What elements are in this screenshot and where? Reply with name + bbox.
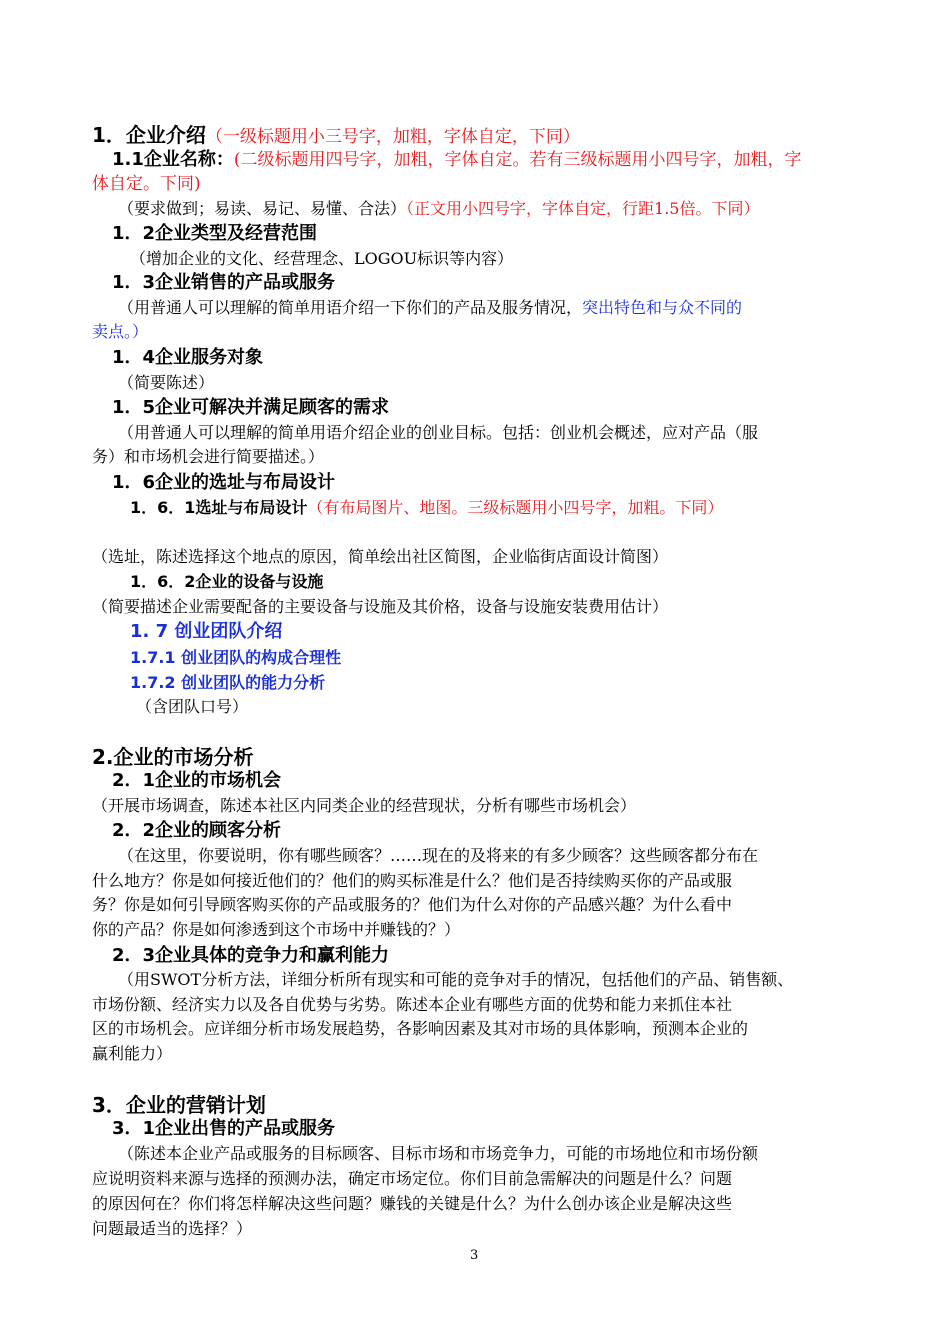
- line-text: 市场份额、经济实力以及各自优势与劣势。陈述本企业有哪些方面的优势和能力来抓住本社: [92, 995, 733, 1014]
- heading-line: [92, 1093, 266, 1117]
- heading-line: [130, 621, 282, 643]
- paragraph-line: [92, 895, 732, 914]
- paragraph-line: [92, 597, 668, 616]
- line-text: 区的市场机会。应详细分析市场发展趋势，各影响因素及其对市场的具体影响，预测本企业的: [92, 1019, 749, 1038]
- format-note: （有布局图片、地图。三级标题用小四号字，加粗。下同）: [307, 498, 724, 517]
- line-text: （用普通人可以理解的简单用语介绍一下你们的产品及服务情况，: [118, 298, 583, 317]
- line-text: 1.1企业名称：: [112, 149, 234, 170]
- heading-line: [112, 397, 389, 419]
- heading-line: [92, 745, 254, 769]
- line-text: 3．1企业出售的产品或服务: [112, 1118, 336, 1139]
- line-text: （陈述本企业产品或服务的目标顾客、目标市场和市场竞争力，可能的市场地位和市场份额: [118, 1144, 759, 1163]
- line-text: 2.企业的市场分析: [92, 745, 254, 769]
- paragraph-line: [92, 1044, 172, 1063]
- heading-line: [92, 173, 201, 195]
- paragraph-line: [92, 322, 148, 341]
- paragraph-line: [118, 373, 214, 392]
- line-text: 1．3企业销售的产品或服务: [112, 272, 336, 293]
- heading-line: [112, 770, 281, 792]
- format-note: （正文用小四号字，字体自定，行距1.5倍。下同）: [406, 199, 760, 218]
- line-text: （选址，陈述选择这个地点的原因，简单绘出社区简图，企业临街店面设计简图）: [92, 547, 669, 566]
- paragraph-line: [92, 1169, 732, 1188]
- line-text: 你的产品？你是如何渗透到这个市场中并赚钱的？）: [92, 920, 461, 939]
- paragraph-line: [118, 970, 793, 989]
- line-text: 1．6企业的选址与布局设计: [112, 472, 336, 493]
- line-text: 1.7.1 创业团队的构成合理性: [130, 648, 342, 667]
- heading-line: [130, 572, 323, 591]
- heading-line: [130, 673, 325, 692]
- line-text: 的原因何在？你们将怎样解决这些问题？赚钱的关键是什么？为什么创办该企业是解决这些: [92, 1194, 733, 1213]
- paragraph-line: [92, 796, 636, 815]
- paragraph-line: [92, 995, 732, 1014]
- line-text: 什么地方？你是如何接近他们的？他们的购买标准是什么？他们是否持续购买你的产品或服: [92, 871, 733, 890]
- paragraph-line: [92, 871, 732, 890]
- heading-line: [112, 945, 389, 967]
- line-text: 赢利能力）: [92, 1044, 173, 1063]
- line-text: 1.7.2 创业团队的能力分析: [130, 673, 326, 692]
- paragraph-line: [92, 1194, 732, 1213]
- highlight-text: 卖点。）: [92, 322, 149, 341]
- page-number: 3: [470, 1248, 479, 1263]
- heading-line: [112, 347, 263, 369]
- heading-line: [92, 123, 580, 147]
- line-text: 问题最适当的选择？）: [92, 1219, 253, 1238]
- heading-line: [112, 820, 281, 842]
- line-text: （简要陈述）: [118, 373, 215, 392]
- paragraph-line: [130, 249, 513, 268]
- line-text: 1. 7 创业团队介绍: [130, 621, 283, 642]
- line-text: 1．5企业可解决并满足顾客的需求: [112, 397, 390, 418]
- line-text: 务？你是如何引导顾客购买你的产品或服务的？他们为什么对你的产品感兴趣？为什么看中: [92, 895, 733, 914]
- format-note: 体自定。下同): [92, 174, 201, 194]
- line-text: 1．2企业类型及经营范围: [112, 223, 318, 244]
- line-text: （要求做到；易读、易记、易懂、合法）: [118, 199, 407, 218]
- paragraph-line: [92, 447, 324, 466]
- heading-line: [112, 149, 802, 171]
- heading-line: [112, 472, 335, 494]
- heading-line: [130, 498, 723, 517]
- line-text: （在这里，你要说明，你有哪些顾客？……现在的及将来的有多少顾客？这些顾客都分布在: [118, 846, 759, 865]
- paragraph-line: [118, 1144, 758, 1163]
- paragraph-line: [118, 846, 758, 865]
- line-text: （用普通人可以理解的简单用语介绍企业的创业目标。包括：创业机会概述，应对产品（服: [118, 423, 759, 442]
- line-text: 务）和市场机会进行简要描述。）: [92, 447, 325, 466]
- format-note: (二级标题用四号字，加粗，字体自定。若有三级标题用小四号字，加粗，字: [233, 150, 802, 170]
- paragraph-line: [92, 1219, 252, 1238]
- paragraph-line: [118, 423, 758, 442]
- heading-line: [112, 223, 317, 245]
- paragraph-line: [136, 697, 248, 716]
- line-text: 2．3企业具体的竞争力和赢利能力: [112, 945, 390, 966]
- line-text: （用SWOT分析方法，详细分析所有现实和可能的竞争对手的情况，包括他们的产品、销售额、: [118, 970, 794, 989]
- format-note: （一级标题用小三号字，加粗，字体自定，下同）: [205, 127, 580, 147]
- highlight-text: 突出特色和与众不同的: [582, 298, 743, 317]
- line-text: 2．2企业的顾客分析: [112, 820, 282, 841]
- line-text: 应说明资料来源与选择的预测办法，确定市场定位。你们目前急需解决的问题是什么？问题: [92, 1169, 733, 1188]
- paragraph-line: [92, 1019, 748, 1038]
- line-text: （简要描述企业需要配备的主要设备与设施及其价格，设备与设施安装费用估计）: [92, 597, 669, 616]
- line-text: （含团队口号）: [136, 697, 249, 716]
- line-text: 1．4企业服务对象: [112, 347, 264, 368]
- line-text: 1．企业介绍: [92, 123, 206, 147]
- paragraph-line: [118, 199, 759, 218]
- line-text: 3．企业的营销计划: [92, 1093, 266, 1117]
- heading-line: [130, 648, 341, 667]
- paragraph-line: [118, 298, 742, 317]
- heading-line: [112, 272, 335, 294]
- line-text: 2．1企业的市场机会: [112, 770, 282, 791]
- paragraph-line: [92, 547, 668, 566]
- line-text: （开展市场调查，陈述本社区内同类企业的经营现状，分析有哪些市场机会）: [92, 796, 637, 815]
- line-text: 1．6．2企业的设备与设施: [130, 572, 324, 591]
- line-text: 1．6．1选址与布局设计: [130, 498, 308, 517]
- paragraph-line: [92, 920, 460, 939]
- heading-line: [112, 1118, 335, 1140]
- line-text: （增加企业的文化、经营理念、LOGOU标识等内容）: [130, 249, 514, 268]
